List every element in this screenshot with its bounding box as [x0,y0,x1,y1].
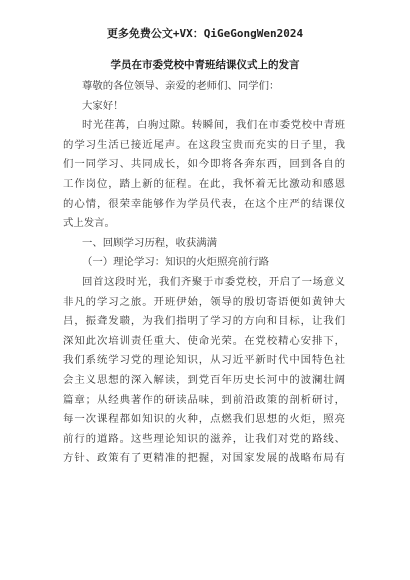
text-line: 回首这段时光，我们齐聚于市委党校，开启了一场意义 [82,275,345,288]
text-line: 吕，振聋发聩，为我们指明了学习的方向和目标，让我们 [63,315,345,328]
text-line: 每一次课程都如知识的火种，点燃我们思想的火炬，照亮 [63,413,345,426]
document-body [63,77,345,469]
promo-banner: 更多免费公文+VX：QiGeGongWen2024 [106,27,304,40]
text-line: 我们系统学习党的理论知识，从习近平新时代中国特色社 [63,354,345,367]
text-line: 时光荏苒，白驹过隙。转瞬间，我们在市委党校中青班 [82,119,345,132]
document-title: 学员在市委党校中青班结课仪式上的发言 [110,59,300,71]
text-line: 的学习生活已接近尾声。在这段宝贵而充实的日子里，我 [63,138,345,151]
text-line: 式上发言。 [63,217,115,230]
text-line: 前行的道路。这些理论知识的滋养，让我们对党的路线、 [63,432,345,445]
text-line: 深知此次培训责任重大、使命光荣。在党校精心安排下， [63,334,345,347]
text-line: 尊敬的各位领导、亲爱的老师们、同学们： [82,80,280,92]
text-line: 的心情，很荣幸能够作为学员代表，在这个庄严的结课仪 [63,197,345,210]
text-line: 工作岗位，踏上新的征程。在此，我怀着无比激动和感恩 [63,177,345,190]
text-line: 方针、政策有了更精准的把握，对国家发展的战略布局有 [63,452,345,465]
text-line: 非凡的学习之旅。开班伊始，领导的殷切寄语便如黄钟大 [63,295,345,308]
text-line: （一）理论学习：知识的火炬照亮前行路 [82,256,270,269]
text-line: 篇章；从经典著作的研读品味，到前沿政策的剖析研讨， [63,393,345,406]
text-line: 大家好！ [82,99,124,112]
text-line: 一、回顾学习历程，收获满满 [82,236,218,249]
text-line: 会主义思想的深入解读，到党百年历史长河中的波澜壮阔 [63,373,345,386]
text-line: 们一同学习、共同成长，如今即将各奔东西，回到各自的 [63,158,345,171]
